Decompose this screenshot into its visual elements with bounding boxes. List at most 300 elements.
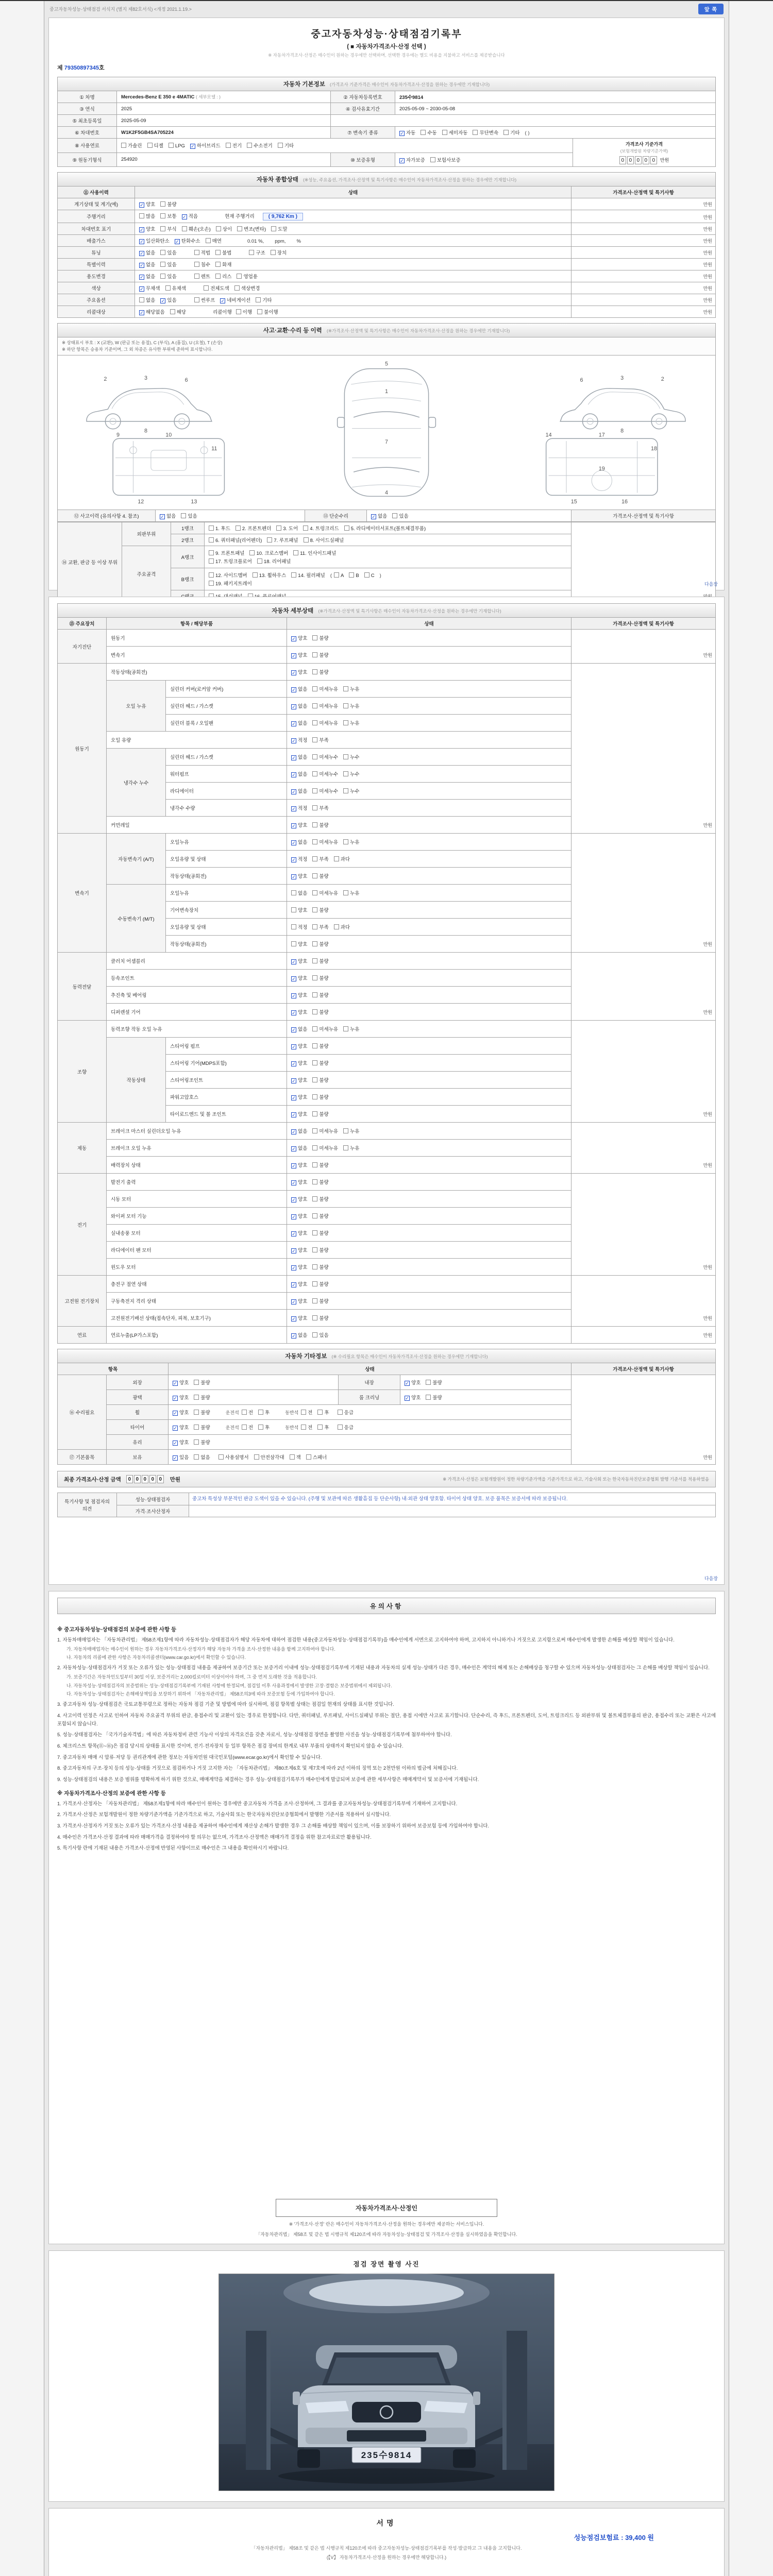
checkbox-label: 일산화탄소 <box>146 239 170 244</box>
checkbox-checked-icon: ✓ <box>140 310 144 315</box>
checkbox-option <box>312 1059 328 1066</box>
checkbox-unchecked-icon <box>194 1454 199 1460</box>
form-reference-note: 중고자동차성능·상태점검 서식지 (별지 제82호서식) <개정 2021.1.19.> <box>49 7 192 12</box>
subgroup-label: 작동상태 <box>107 1038 166 1123</box>
checkbox-option <box>204 284 229 292</box>
checkbox-unchecked-icon <box>301 1410 306 1415</box>
checkbox-option <box>399 156 425 163</box>
checkbox-unchecked-icon <box>160 262 165 267</box>
checkbox-unchecked-icon <box>291 890 296 895</box>
checkbox-label: 불량 <box>200 1410 210 1416</box>
checkbox-label: 불이행 <box>264 310 278 315</box>
note-item: 8. 중고자동차의 구조·장치 등의 성능·상태를 거짓으로 점검하거나 거짓 고지한 자는 「자동차관리법」 제80조제6호 및 제7호에 따라 2년 이하의 징역 또는 2천만원 이하의 벌금에 처해집니다. <box>57 1766 458 1772</box>
checkbox-unchecked-icon <box>312 635 317 640</box>
fee-value: 39,400 원 <box>625 2534 654 2541</box>
checkbox-label: 누유 <box>350 704 360 709</box>
checkbox-label: 양호 <box>298 1282 308 1287</box>
checkbox-unchecked-icon <box>312 907 317 912</box>
checkbox-label: 누수 <box>350 755 360 760</box>
checkbox-label: 미세누유 <box>319 891 339 896</box>
checkbox-option <box>182 225 211 232</box>
position-label: 운전석 <box>225 1425 239 1430</box>
checkbox-label: 1. 후드 <box>215 526 230 532</box>
checkbox-option <box>421 129 436 136</box>
state-cell <box>287 1276 572 1293</box>
checkbox-option <box>291 1246 307 1253</box>
checkbox-option <box>173 1453 189 1461</box>
checkbox-unchecked-icon <box>194 1410 199 1415</box>
checkbox-label: 이행 <box>242 310 253 315</box>
state-cell <box>135 235 572 247</box>
checkbox-option <box>312 1093 328 1100</box>
item-label: 오일누유 <box>166 834 287 851</box>
subgroup-label: 수동변속기 (M/T) <box>107 885 166 953</box>
checkbox-option <box>291 1076 307 1083</box>
checkbox-option <box>312 940 328 947</box>
checkbox-label: 불량 <box>319 1095 329 1100</box>
checkbox-option <box>312 1246 328 1253</box>
checkbox-checked-icon: ✓ <box>292 755 296 760</box>
checkbox-label: 양호 <box>411 1380 421 1386</box>
checkbox-option <box>160 261 176 268</box>
checkbox-label: 무단변속 <box>479 130 499 136</box>
checkbox-unchecked-icon <box>181 513 186 518</box>
checkbox-label: 미세누유 <box>319 687 339 692</box>
usage-item-label: 차대번호 표기 <box>58 223 135 235</box>
position-group <box>338 1410 359 1416</box>
checkbox-label: 13. 휠하우스 <box>259 572 287 579</box>
checkbox-checked-icon: ✓ <box>173 1440 177 1446</box>
state-cell <box>287 851 572 868</box>
checkbox-unchecked-icon <box>209 558 214 564</box>
checkbox-option <box>291 1008 307 1015</box>
checkbox-label: 부족 <box>319 925 329 930</box>
state-cell <box>287 970 572 987</box>
checkbox-option <box>194 296 215 303</box>
checkbox-option <box>267 536 298 544</box>
checkbox-group <box>204 284 265 292</box>
checkbox-option <box>291 1161 307 1168</box>
checkbox-label: 있음 <box>188 513 197 519</box>
checkbox-unchecked-icon <box>312 1009 317 1014</box>
checkbox-label: 양호 <box>298 1214 308 1219</box>
checkbox-unchecked-icon <box>219 1454 224 1460</box>
opinion-row1-label: 성능·상태점검자 <box>117 1493 189 1505</box>
checkbox-unchecked-icon <box>312 720 317 725</box>
price-cell: 만원 <box>572 270 716 282</box>
state-cell <box>287 1089 572 1106</box>
checkbox-option <box>312 1076 328 1083</box>
checkbox-label: 가솔린 <box>128 143 142 149</box>
position-group <box>278 1425 334 1431</box>
checkbox-checked-icon: ✓ <box>292 1248 296 1253</box>
checkbox-unchecked-icon <box>160 250 165 255</box>
checkbox-checked-icon: ✓ <box>175 239 179 244</box>
diagram-part-number: 9 <box>116 431 120 438</box>
document-subtitle: ( ■ 자동차가격조사·산정 선택 ) <box>347 44 426 50</box>
checkbox-unchecked-icon <box>312 992 317 997</box>
checkbox-option <box>343 1144 359 1151</box>
appraiser-box-note-1: ※ '가격조사·산정' 란은 매수인이 자동차가격조사·산정을 원하는 경우에만 제공하는 서비스입니다. <box>289 2222 484 2227</box>
checkbox-label: 썬루프 <box>200 298 215 303</box>
detail-condition-table <box>57 617 716 1344</box>
checkbox-label: A <box>341 572 344 579</box>
checkbox-option <box>236 308 252 315</box>
checkbox-label: 부족 <box>319 806 329 811</box>
checkbox-option <box>291 1280 307 1287</box>
exchange-section-label: ⑭ 교환, 판금 등 이상 부위 <box>58 522 122 602</box>
overall-condition-table <box>57 186 716 318</box>
checkbox-label: 미세누수 <box>319 755 339 760</box>
checkbox-option <box>291 1144 307 1151</box>
checkbox-label: 하이브리드 <box>196 143 221 149</box>
checkbox-unchecked-icon <box>473 130 478 135</box>
checkbox-label: 색상변경 <box>241 286 260 292</box>
checkbox-unchecked-icon <box>312 1111 317 1116</box>
checkbox-group <box>139 273 182 280</box>
checkbox-label: 자동 <box>406 130 416 136</box>
price-digit-box: 0 <box>650 156 657 164</box>
diagram-part-number: 8 <box>620 427 624 434</box>
checkbox-option <box>173 1379 189 1386</box>
checkbox-label: 없음 <box>298 687 308 692</box>
checkbox-label: 불법 <box>222 250 232 256</box>
checkbox-unchecked-icon <box>249 250 254 255</box>
checkbox-option <box>242 1423 253 1431</box>
checkbox-unchecked-icon <box>236 309 241 314</box>
checkbox-label: 8. 사이드실패널 <box>310 537 344 544</box>
checkbox-label: 응급 <box>344 1410 354 1416</box>
checkbox-unchecked-icon <box>147 143 153 148</box>
checkbox-option <box>139 225 155 232</box>
notes-body <box>57 1620 716 1854</box>
checkbox-option <box>442 129 468 136</box>
checkbox-checked-icon: ✓ <box>292 1333 296 1338</box>
checkbox-option <box>291 1263 307 1270</box>
note-item: 1. 자동차매매업자는 「자동차관리법」 제58조제1항에 따라 자동차성능·상태점검자가 해당 자동차에 대하여 점검한 내용(중고자동차성능·상태점검기록부)을 매수인에게 서면으로 고지하여야 하며, 고지하지 아니하거나 거짓으로 고지함으로써 매수인에게 발생한 손해를 배상할 책임이 있습니다. <box>57 1637 675 1643</box>
checkbox-label: 불량 <box>200 1440 210 1446</box>
diagram-part-number: 3 <box>144 375 148 381</box>
state-cell <box>287 936 572 953</box>
checkbox-unchecked-icon <box>392 513 397 518</box>
checkbox-label: 불량 <box>200 1380 210 1386</box>
checkbox-label: 불량 <box>319 636 329 641</box>
checkbox-label: 응급 <box>344 1425 354 1431</box>
checkbox-label: 많음 <box>146 214 156 219</box>
inspector-opinion-text: 중고차 특성상 부분적인 판금 도색이 있을 수 있습니다. (주행 및 보관에 따른 생활흠집 등 단순사항) 내·외관 상태 양호함. 타이어 상태 양호. 보증 품목은 보증서에 따라 보증됩니다. <box>189 1493 716 1505</box>
state-cell <box>287 868 572 885</box>
state-cell <box>287 953 572 970</box>
checkbox-label: 양호 <box>298 908 308 913</box>
checkbox-unchecked-icon <box>312 1094 317 1099</box>
checkbox-unchecked-icon <box>215 262 221 267</box>
checkbox-option <box>312 923 328 930</box>
checkbox-option <box>169 143 185 149</box>
state-cell <box>169 1420 572 1435</box>
checkbox-unchecked-icon <box>303 526 308 531</box>
note-subitem: 가. 자동차매매업자는 매수인이 원하는 경우 자동차가격조사·산정자가 해당 자동차 가격을 조사·산정한 내용을 함께 고지하여야 합니다. <box>66 1646 335 1652</box>
checkbox-option <box>304 536 344 544</box>
state-cell <box>169 1390 339 1405</box>
checkbox-option <box>291 1314 307 1321</box>
checkbox-option <box>312 906 328 913</box>
accident-history-table <box>57 510 716 522</box>
table-row <box>58 139 716 153</box>
checkbox-checked-icon: ✓ <box>140 286 144 292</box>
checkbox-label: 적정 <box>298 925 308 930</box>
checkbox-label: 양호 <box>298 1197 308 1202</box>
checkbox-option <box>343 770 359 777</box>
checkbox-label: 양호 <box>298 1248 308 1253</box>
checkbox-option <box>175 237 200 244</box>
rankA-line2 <box>209 557 568 565</box>
item-label: 파워고압호스 <box>166 1089 287 1106</box>
checkbox-label: 미세누수 <box>319 772 339 777</box>
checkbox-unchecked-icon <box>258 1410 263 1415</box>
checkbox-unchecked-icon <box>349 572 354 578</box>
checkbox-option <box>312 634 328 641</box>
checkbox-label: 양호 <box>179 1395 189 1401</box>
overall-row <box>58 294 716 306</box>
checkbox-unchecked-icon <box>312 958 317 963</box>
next-page-link[interactable]: 다음장 <box>704 582 718 587</box>
checkbox-label: 없음 <box>200 1455 210 1461</box>
submodel-note: ( 세부모델 : ) <box>196 94 221 99</box>
checkbox-label: 양호 <box>298 1163 308 1168</box>
checkbox-option <box>291 634 307 641</box>
checkbox-label: 양호 <box>298 1010 308 1015</box>
page-column <box>44 1 729 2576</box>
checkbox-option <box>291 1127 307 1134</box>
table-row <box>58 1493 716 1505</box>
checkbox-label: 상이 <box>222 227 232 232</box>
usage-item-label: 용도변경 <box>58 270 135 282</box>
position-group <box>219 1410 275 1416</box>
checkbox-option <box>209 557 252 565</box>
checkbox-option <box>181 512 197 519</box>
checkbox-label: 장치 <box>277 250 287 256</box>
device-name: 연료 <box>58 1327 107 1344</box>
checkbox-label: 있음 <box>167 274 177 280</box>
signature-note-1: 「자동차관리법」 제58조 및 같은 법 시행규칙 제120조에 따라 중고자동차성능·상태점검기록부를 작성·발급하고 그 내용을 고지합니다. <box>251 2546 522 2551</box>
item-label: 커먼레일 <box>107 817 287 834</box>
checkbox-label: 후 <box>324 1410 329 1416</box>
state-cell <box>135 198 572 210</box>
state-cell <box>287 664 572 681</box>
checkbox-label: 양호 <box>298 1112 308 1117</box>
checkbox-unchecked-icon <box>312 1281 317 1286</box>
checkbox-label: 안전삼각대 <box>260 1455 284 1461</box>
checkbox-option <box>312 1144 338 1151</box>
checkbox-unchecked-icon <box>312 788 317 793</box>
mid-label: 리콜이행 <box>213 310 232 315</box>
inspection-photo-image <box>219 2274 554 2490</box>
state-cell <box>287 715 572 732</box>
checkbox-label: 양호 <box>298 653 308 658</box>
checkbox-label: 불량 <box>319 823 329 828</box>
checkbox-label: 17. 트렁크플로어 <box>215 558 252 565</box>
opinion-header: 특기사항 및 점검자의 의견 <box>58 1493 117 1517</box>
checkbox-option <box>343 719 359 726</box>
checkbox-option <box>139 273 155 280</box>
checkbox-unchecked-icon <box>344 526 349 531</box>
checkbox-label: 양호 <box>411 1395 421 1401</box>
outer-panel-label: 외판부위 <box>122 522 171 546</box>
checkbox-label: 양호 <box>179 1410 189 1416</box>
column-header-item: 항목 / 해당부품 <box>107 618 287 630</box>
checkbox-unchecked-icon <box>312 1060 317 1065</box>
base-price-box <box>573 139 716 167</box>
state-cell <box>135 210 572 223</box>
checkbox-option <box>312 753 338 760</box>
next-page-link[interactable]: 다음장 <box>704 1576 718 1581</box>
checkbox-unchecked-icon <box>291 572 296 578</box>
item-label: 오일유량 및 상태 <box>166 919 287 936</box>
price-unit: 만원 <box>660 158 669 163</box>
rankA-options <box>205 546 572 568</box>
checkbox-label: 불량 <box>319 1197 329 1202</box>
vehicle-name-value: Mercedes-Benz E 350 e 4MATIC <box>121 94 195 100</box>
checkbox-group <box>139 249 182 256</box>
checkbox-label: 양호 <box>179 1440 189 1446</box>
checkbox-label: 없음 <box>298 1333 308 1338</box>
checkbox-label: 과다 <box>340 925 350 930</box>
checkbox-option <box>291 804 307 811</box>
checkbox-label: 양호 <box>298 1231 308 1236</box>
price-digit-box: 0 <box>619 156 626 164</box>
state-cell <box>287 1157 572 1174</box>
checkbox-option <box>139 237 170 244</box>
checkbox-label: 해당 <box>176 310 187 315</box>
table-row <box>58 115 716 127</box>
state-cell <box>287 681 572 698</box>
checkbox-option <box>276 524 298 532</box>
subgroup-label: 자동변속기 (A/T) <box>107 834 166 885</box>
checkbox-label: 있음 <box>167 262 177 268</box>
checkbox-unchecked-icon <box>312 839 317 844</box>
detail-row <box>58 1123 716 1140</box>
checkbox-unchecked-icon <box>317 1425 323 1430</box>
checkbox-label: 훼손(오손) <box>188 227 211 232</box>
checkbox-checked-icon: ✓ <box>292 1078 296 1083</box>
price-cell: 만원 <box>572 282 716 294</box>
checkbox-label: 누유 <box>350 840 360 845</box>
checkbox-unchecked-icon <box>343 771 348 776</box>
checkbox-label: 미세누유 <box>319 1146 339 1151</box>
item-label: 변속기 <box>107 647 287 664</box>
checkbox-option <box>301 1409 312 1416</box>
item-label: 외장 <box>107 1375 169 1390</box>
checkbox-option <box>291 1178 307 1185</box>
diagram-part-number: 3 <box>620 375 624 381</box>
registration-number-value: 235수9814 <box>395 91 716 103</box>
checkbox-unchecked-icon <box>236 526 241 531</box>
checkbox-checked-icon: ✓ <box>292 1027 296 1032</box>
checkbox-option <box>338 1423 354 1431</box>
checkbox-label: 전기 <box>232 143 242 149</box>
doc-no-value: 79350897345 <box>64 65 99 71</box>
item-label: 보유 <box>107 1450 169 1465</box>
checkbox-checked-icon: ✓ <box>140 263 144 268</box>
rank1-options <box>205 522 572 534</box>
checkbox-option <box>293 549 336 556</box>
checkbox-option <box>182 212 198 219</box>
checkbox-label: 양호 <box>298 874 308 879</box>
checkbox-label: 있음 <box>167 250 177 256</box>
section-basic-header <box>57 77 716 91</box>
checkbox-unchecked-icon <box>209 581 214 586</box>
checkbox-checked-icon: ✓ <box>292 670 296 675</box>
price-cell: 만원 <box>572 1375 716 1465</box>
checkbox-unchecked-icon <box>216 226 221 231</box>
checkbox-option <box>312 787 338 794</box>
checkbox-option <box>271 225 287 232</box>
checkbox-unchecked-icon <box>194 250 199 255</box>
checkbox-checked-icon: ✓ <box>292 687 296 692</box>
checkbox-label: 불량 <box>432 1380 442 1386</box>
state-cell <box>287 1293 572 1310</box>
checkbox-unchecked-icon <box>312 873 317 878</box>
checkbox-option <box>234 284 260 292</box>
checkbox-label: 보험사보증 <box>436 157 461 163</box>
checkbox-label: 양호 <box>298 993 308 998</box>
checkbox-option <box>405 1379 421 1386</box>
device-name: 변속기 <box>58 834 107 953</box>
checkbox-label: 불량 <box>319 1112 329 1117</box>
checkbox-label: 2. 프론트펜더 <box>242 526 272 532</box>
checkbox-unchecked-icon <box>301 1425 306 1430</box>
diagram-part-number: 14 <box>545 431 552 438</box>
checkbox-label: 탄화수소 <box>181 239 200 244</box>
checkbox-option <box>258 1423 270 1431</box>
accident-legend <box>57 337 716 355</box>
price-cell: 만원 <box>572 235 716 247</box>
checkbox-option <box>194 273 210 280</box>
checkbox-option <box>343 1025 359 1032</box>
panel-notes <box>48 1591 725 2244</box>
checkbox-checked-icon: ✓ <box>292 1146 296 1151</box>
checkbox-label: 없음 <box>146 250 156 256</box>
checkbox-label: 침수 <box>200 262 211 268</box>
checkbox-label: 양호 <box>298 1316 308 1321</box>
simple-repair-label: ⑬ 단순수리 <box>305 510 367 521</box>
checkbox-label: 부식 <box>167 227 177 232</box>
checkbox-label: 누수 <box>350 772 360 777</box>
checkbox-option <box>291 1093 307 1100</box>
checkbox-checked-icon: ✓ <box>292 959 296 964</box>
checkbox-label: 적법 <box>200 250 211 256</box>
field-label-regno: ② 자동차등록번호 <box>331 91 395 103</box>
section-detail-title: 자동차 세부상태 <box>272 608 314 614</box>
checkbox-option <box>291 855 307 862</box>
checkbox-label: 없음 <box>298 840 308 845</box>
item-label: 원동기 <box>107 630 287 647</box>
note-subitem: 가. 보증기간은 자동차인도일부터 30일 이상, 보증거리는 2,000킬로미터 이상이어야 하며, 그 중 먼저 도래한 것을 적용합니다. <box>66 1674 317 1680</box>
rankB-options <box>205 568 572 590</box>
checkbox-label: 없음 <box>146 298 156 303</box>
checkbox-label: 4. 트렁크리드 <box>310 526 339 532</box>
item-label: 오일유량 및 상태 <box>166 851 287 868</box>
checkbox-option <box>291 1042 307 1049</box>
checkbox-option <box>271 249 287 256</box>
document-note: ※ 자동차가격조사·산정은 매수인이 원하는 경우에만 선택하며, 선택한 경우에는 별도 비용을 지불하고 서비스를 제공받습니다 <box>268 53 505 58</box>
checkbox-checked-icon: ✓ <box>191 144 195 149</box>
price-cell <box>572 522 716 602</box>
detail-row <box>58 664 716 681</box>
checkbox-unchecked-icon <box>343 1145 348 1150</box>
checkbox-unchecked-icon <box>139 213 144 218</box>
checkbox-checked-icon: ✓ <box>292 823 296 828</box>
